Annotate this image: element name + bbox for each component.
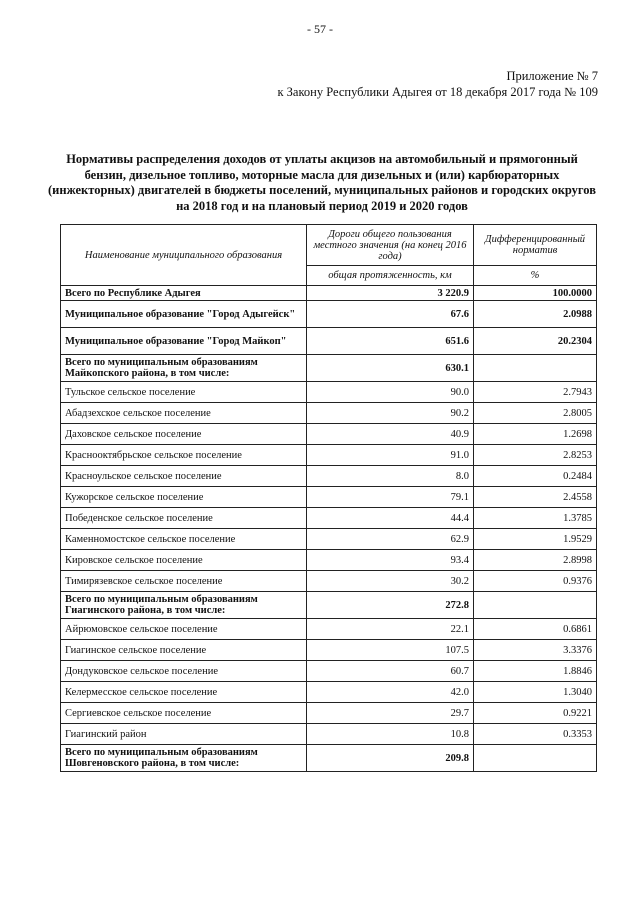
table-row bbox=[61, 424, 597, 445]
norm-percent-cell: 1.3785 bbox=[474, 508, 597, 529]
municipality-name: Айрюмовское сельское поселение bbox=[61, 619, 307, 640]
page-number: - 57 - bbox=[307, 22, 333, 36]
norm-percent-cell bbox=[474, 592, 597, 619]
norm-percent-cell: 0.2484 bbox=[474, 466, 597, 487]
municipality-name: Гиагинский район bbox=[61, 724, 307, 745]
road-length-cell: 90.2 bbox=[307, 403, 474, 424]
column-header-name: Наименование муниципального образования bbox=[61, 225, 307, 286]
norm-percent-cell: 100.0000 bbox=[474, 286, 597, 301]
municipality-name: Келермесское сельское поселение bbox=[61, 682, 307, 703]
road-length-cell: 630.1 bbox=[307, 355, 474, 382]
road-length-cell: 42.0 bbox=[307, 682, 474, 703]
table-row bbox=[61, 487, 597, 508]
road-length-cell: 209.8 bbox=[307, 745, 474, 772]
road-length-cell: 93.4 bbox=[307, 550, 474, 571]
road-length-cell: 44.4 bbox=[307, 508, 474, 529]
road-length-cell: 29.7 bbox=[307, 703, 474, 724]
municipality-name: Красноульское сельское поселение bbox=[61, 466, 307, 487]
table-row bbox=[61, 328, 597, 355]
road-length-cell: 62.9 bbox=[307, 529, 474, 550]
table-row bbox=[61, 403, 597, 424]
municipality-name: Всего по муниципальным образованиям Майкопского района, в том числе: bbox=[61, 355, 307, 382]
appendix-header bbox=[277, 68, 598, 100]
road-length-cell: 272.8 bbox=[307, 592, 474, 619]
table-row bbox=[61, 724, 597, 745]
road-length-cell: 67.6 bbox=[307, 301, 474, 328]
norm-percent-cell: 0.9221 bbox=[474, 703, 597, 724]
municipality-name: Абадзехское сельское поселение bbox=[61, 403, 307, 424]
table-row bbox=[61, 466, 597, 487]
municipality-name: Дондуковское сельское поселение bbox=[61, 661, 307, 682]
table-row bbox=[61, 355, 597, 382]
road-length-cell: 79.1 bbox=[307, 487, 474, 508]
road-length-cell: 91.0 bbox=[307, 445, 474, 466]
norm-percent-cell: 2.7943 bbox=[474, 382, 597, 403]
table-row bbox=[61, 619, 597, 640]
norm-percent-cell: 1.8846 bbox=[474, 661, 597, 682]
norm-percent-cell: 3.3376 bbox=[474, 640, 597, 661]
table-header bbox=[61, 225, 597, 286]
subheader-length: общая протяженность, км bbox=[307, 266, 474, 286]
road-length-cell: 30.2 bbox=[307, 571, 474, 592]
table-row bbox=[61, 550, 597, 571]
municipality-name: Всего по муниципальным образованиям Шовгеновского района, в том числе: bbox=[61, 745, 307, 772]
table-body bbox=[61, 286, 597, 772]
road-length-cell: 90.0 bbox=[307, 382, 474, 403]
road-length-cell: 107.5 bbox=[307, 640, 474, 661]
table-row bbox=[61, 508, 597, 529]
road-length-cell: 8.0 bbox=[307, 466, 474, 487]
document-title: Нормативы распределения доходов от уплаты акцизов на автомобильный и прямогонный бензин, дизельное топливо, моторные масла для дизельных и (или) карбюраторных (инжекторных) двигателей в бюджеты поселений, муниципальных районов и городских округов на 2018 год и на плановый период 2019 и 2020 годов bbox=[48, 152, 596, 213]
appendix-line-2: к Закону Республики Адыгея от 18 декабря 2017 года № 109 bbox=[277, 85, 598, 99]
norm-percent-cell: 0.6861 bbox=[474, 619, 597, 640]
road-length-cell: 40.9 bbox=[307, 424, 474, 445]
municipality-name: Победенское сельское поселение bbox=[61, 508, 307, 529]
norm-percent-cell: 2.0988 bbox=[474, 301, 597, 328]
table-row bbox=[61, 703, 597, 724]
road-length-cell: 10.8 bbox=[307, 724, 474, 745]
norm-percent-cell: 20.2304 bbox=[474, 328, 597, 355]
table-row bbox=[61, 301, 597, 328]
norm-percent-cell: 2.4558 bbox=[474, 487, 597, 508]
column-header-roads: Дороги общего пользования местного значения (на конец 2016 года) bbox=[307, 225, 474, 266]
road-length-cell: 22.1 bbox=[307, 619, 474, 640]
municipality-name: Краснооктябрьское сельское поселение bbox=[61, 445, 307, 466]
subheader-percent: % bbox=[474, 266, 597, 286]
municipality-name: Каменномостское сельское поселение bbox=[61, 529, 307, 550]
table-row bbox=[61, 592, 597, 619]
norm-percent-cell: 2.8253 bbox=[474, 445, 597, 466]
norm-percent-cell: 2.8998 bbox=[474, 550, 597, 571]
table-row bbox=[61, 745, 597, 772]
norms-table bbox=[60, 224, 597, 772]
table-row bbox=[61, 571, 597, 592]
municipality-name: Кужорское сельское поселение bbox=[61, 487, 307, 508]
road-length-cell: 60.7 bbox=[307, 661, 474, 682]
norm-percent-cell: 1.3040 bbox=[474, 682, 597, 703]
table-row bbox=[61, 445, 597, 466]
table-row bbox=[61, 661, 597, 682]
appendix-line-1: Приложение № 7 bbox=[506, 69, 598, 83]
municipality-name: Муниципальное образование "Город Майкоп" bbox=[61, 328, 307, 355]
column-header-norm: Дифференцированный норматив bbox=[474, 225, 597, 266]
table-row bbox=[61, 682, 597, 703]
norm-percent-cell: 0.3353 bbox=[474, 724, 597, 745]
table-row bbox=[61, 640, 597, 661]
municipality-name: Всего по муниципальным образованиям Гиагинского района, в том числе: bbox=[61, 592, 307, 619]
table-row bbox=[61, 529, 597, 550]
norm-percent-cell bbox=[474, 355, 597, 382]
municipality-name: Тимирязевское сельское поселение bbox=[61, 571, 307, 592]
norm-percent-cell: 0.9376 bbox=[474, 571, 597, 592]
municipality-name: Тульское сельское поселение bbox=[61, 382, 307, 403]
road-length-cell: 3 220.9 bbox=[307, 286, 474, 301]
municipality-name: Кировское сельское поселение bbox=[61, 550, 307, 571]
municipality-name: Гиагинское сельское поселение bbox=[61, 640, 307, 661]
norm-percent-cell: 1.2698 bbox=[474, 424, 597, 445]
table-row bbox=[61, 286, 597, 301]
road-length-cell: 651.6 bbox=[307, 328, 474, 355]
municipality-name: Всего по Республике Адыгея bbox=[61, 286, 307, 301]
municipality-name: Даховское сельское поселение bbox=[61, 424, 307, 445]
norm-percent-cell: 2.8005 bbox=[474, 403, 597, 424]
municipality-name: Муниципальное образование "Город Адыгейск" bbox=[61, 301, 307, 328]
norm-percent-cell: 1.9529 bbox=[474, 529, 597, 550]
norm-percent-cell bbox=[474, 745, 597, 772]
municipality-name: Сергиевское сельское поселение bbox=[61, 703, 307, 724]
table-row bbox=[61, 382, 597, 403]
